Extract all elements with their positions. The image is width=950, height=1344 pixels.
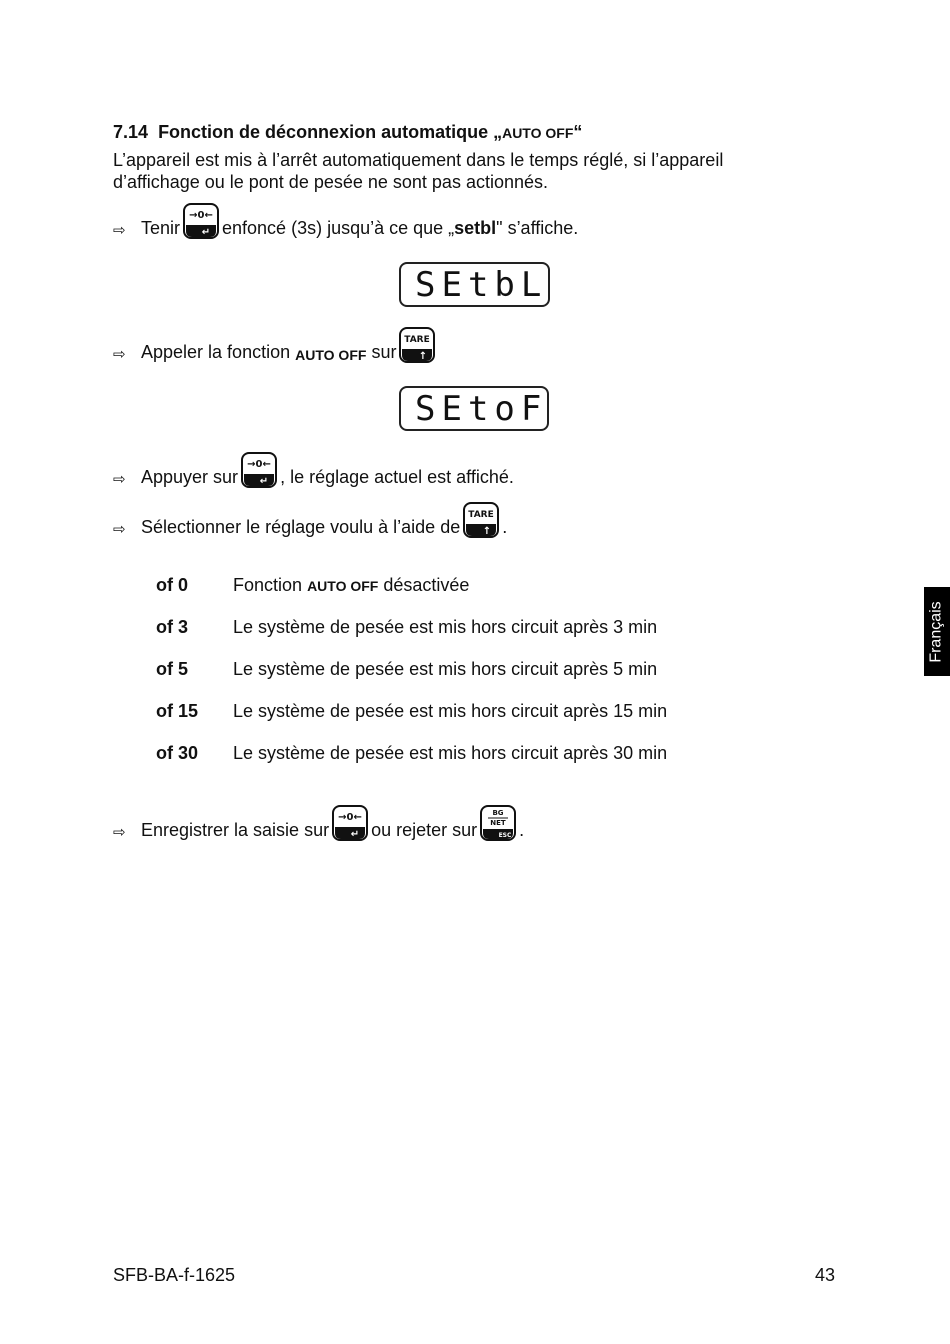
svg-text:↵: ↵: [201, 227, 211, 238]
footer-doc-id: SFB-BA-f-1625: [113, 1265, 236, 1285]
step-1-tail: " s’affiche.: [496, 218, 579, 238]
svg-text:↑: ↑: [419, 351, 428, 362]
option-desc-pre: Fonction: [233, 575, 303, 595]
svg-text:BG: BG: [492, 809, 504, 817]
lcd-display-setof: [399, 386, 549, 431]
section-number: 7.14: [113, 122, 149, 142]
zero-key-icon: [241, 452, 277, 488]
option-code: of 15: [156, 701, 199, 721]
svg-text:↵: ↵: [350, 829, 360, 840]
step-2-pre: Appeler la fonction: [141, 342, 291, 362]
section-title-sc: AUTO OFF: [502, 125, 574, 141]
intro-paragraph: L’appareil est mis à l’arrêt automatiquement dans le temps réglé, si l’appareil d’affichage ou le pont de pesée ne sont pas actionnés.: [113, 150, 724, 192]
step-2-sc: AUTO OFF: [295, 347, 367, 363]
option-desc-sc: AUTO OFF: [307, 578, 379, 594]
step-4-pre: Sélectionner le réglage voulu à l’aide de: [141, 517, 461, 537]
step-arrow-icon: ⇨: [113, 346, 126, 363]
option-desc: Le système de pesée est mis hors circuit après 30 min: [233, 743, 668, 763]
svg-text:NET: NET: [490, 819, 506, 827]
step-2: [113, 327, 438, 363]
step-1-pre: Tenir: [141, 218, 181, 238]
svg-text:TARE: TARE: [468, 510, 494, 520]
step-5-post: .: [519, 820, 525, 840]
option-desc: Le système de pesée est mis hors circuit après 5 min: [233, 659, 658, 679]
step-1: [113, 203, 578, 239]
step-3-post: , le réglage actuel est affiché.: [280, 467, 514, 487]
svg-text:→0←: →0←: [247, 459, 271, 470]
section-title-close: “: [573, 122, 583, 142]
step-5-pre: Enregistrer la saisie sur: [141, 820, 330, 840]
step-5: [113, 805, 524, 841]
step-3-pre: Appuyer sur: [141, 467, 239, 487]
section-title-text: Fonction de déconnexion automatique „: [158, 122, 503, 142]
svg-text:ESC: ESC: [498, 832, 512, 839]
step-4: [113, 502, 507, 538]
section-title: [113, 122, 582, 143]
option-desc: Le système de pesée est mis hors circuit après 15 min: [233, 701, 668, 721]
step-5-mid: ou rejeter sur: [371, 820, 478, 840]
svg-text:TARE: TARE: [404, 335, 431, 345]
svg-text:→0←: →0←: [338, 812, 362, 823]
option-code: of 3: [156, 617, 189, 637]
tare-key-icon: [399, 327, 435, 363]
step-2-post: sur: [371, 342, 397, 362]
step-arrow-icon: ⇨: [113, 521, 126, 538]
option-desc-post: désactivée: [383, 575, 470, 595]
svg-text:↑: ↑: [483, 526, 492, 537]
lcd-text-setof: SEtoF: [415, 388, 548, 429]
option-desc: Le système de pesée est mis hors circuit après 3 min: [233, 617, 658, 637]
svg-text:→0←: →0←: [189, 210, 213, 221]
zero-key-icon: [183, 203, 219, 239]
option-code: of 30: [156, 743, 199, 763]
step-arrow-icon: ⇨: [113, 222, 126, 239]
step-arrow-icon: ⇨: [113, 471, 126, 488]
zero-key-icon: [332, 805, 368, 841]
option-code: of 5: [156, 659, 189, 679]
step-arrow-icon: ⇨: [113, 824, 126, 841]
language-side-tab: [924, 587, 950, 676]
option-desc: [233, 575, 469, 596]
lcd-text-setbl: SEtbL: [415, 264, 548, 305]
step-3: [113, 452, 514, 488]
footer-page-number: 43: [815, 1265, 836, 1285]
option-code: of 0: [156, 575, 189, 595]
tare-key-icon: [463, 502, 499, 538]
step-1-bold: setbl: [454, 218, 497, 238]
bg-net-esc-key-icon: [480, 805, 516, 841]
step-1-post: enfoncé (3s) jusqu’à ce que „: [222, 218, 455, 238]
lcd-display-setbl: [399, 262, 550, 307]
step-4-post: .: [502, 517, 508, 537]
side-tab-label: Français: [928, 600, 946, 663]
svg-text:↵: ↵: [259, 476, 269, 487]
